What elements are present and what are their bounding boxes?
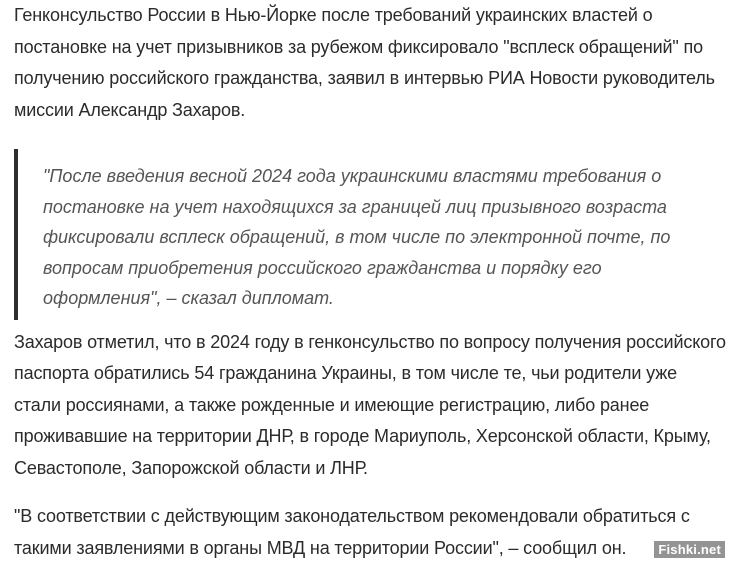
article-paragraph: Генконсульство России в Нью-Йорке после требований украинских властей о постановке на учет призывников за рубежом фиксировало "всплеск обращений" по получению российского гражданства, заявил в интервью РИА Новости руководитель миссии Александр Захаров. bbox=[14, 5, 715, 120]
article-body bbox=[14, 0, 726, 564]
article-paragraph: "В соответствии с действующим законодательством рекомендовали обратиться с такими заявлениями в органы МВД на территории России", – сообщил он. bbox=[14, 506, 690, 558]
quote-block: "После введения весной 2024 года украинскими властями требования о постановке на учет находящихся за границей лиц призывного возраста фиксировали всплеск обращений, в том числе по электронной почте, по вопросам приобретения российского гражданства и порядку его оформления", – сказал дипломат. bbox=[14, 149, 693, 320]
watermark-logo: Fishki.net bbox=[654, 541, 725, 558]
article-paragraph: Захаров отметил, что в 2024 году в генконсульство по вопросу получения российского паспорта обратились 54 гражданина Украины, в том числе те, чьи родители уже стали россиянами, а также рожденные и имеющие регистрацию, либо ранее проживавшие на территории ДНР, в городе Мариуполь, Херсонской области, Крыму, Севастополе, Запорожской области и ЛНР. bbox=[14, 331, 726, 478]
